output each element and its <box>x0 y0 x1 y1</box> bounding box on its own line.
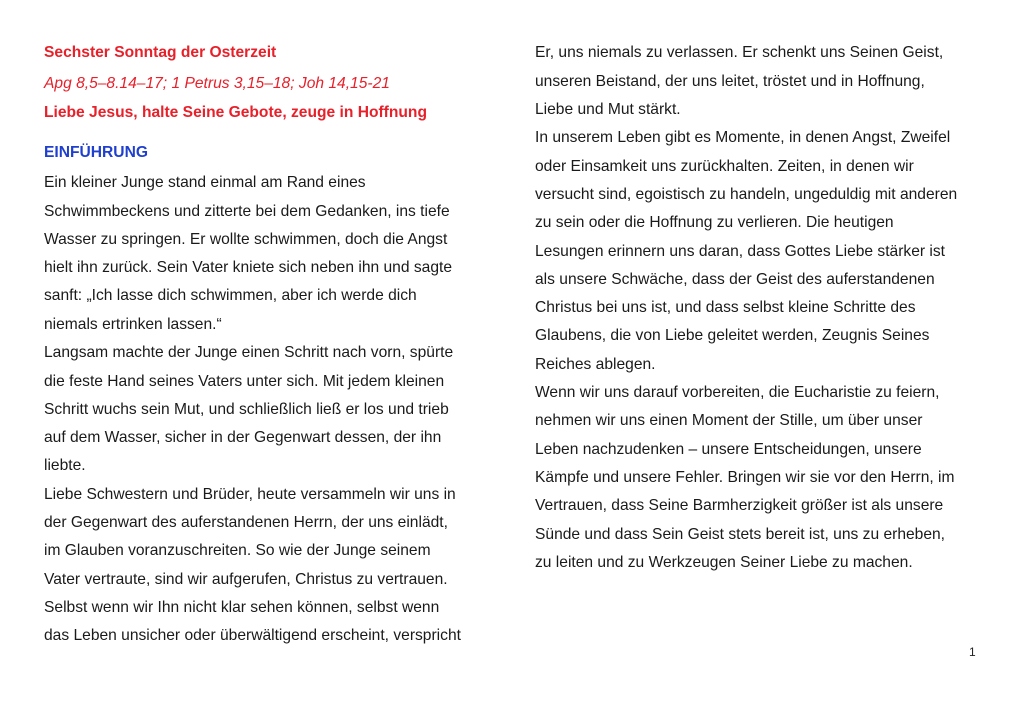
text-line: Er, uns niemals zu verlassen. Er schenkt uns Seinen Geist, <box>535 44 944 61</box>
text-line: Wasser zu springen. Er wollte schwimmen, doch die Angst <box>44 231 448 248</box>
text-line: zu leiten und zu Werkzeugen Seiner Liebe zu machen. <box>535 554 913 571</box>
text-line: Schritt wuchs sein Mut, und schließlich ließ er los und trieb <box>44 401 449 418</box>
text-line: hielt ihn zurück. Sein Vater kniete sich neben ihn und sagte <box>44 259 453 276</box>
text-line: der Gegenwart des auferstandenen Herrn, der uns einlädt, <box>44 514 448 531</box>
text-line: Reiches ablegen. <box>535 356 656 373</box>
text-line: auf dem Wasser, sicher in der Gegenwart dessen, der ihn <box>44 429 442 446</box>
text-line: das Leben unsicher oder überwältigend erscheint, verspricht <box>44 627 461 644</box>
page-title: Sechster Sonntag der Osterzeit <box>44 44 277 61</box>
text-line: Vertrauen, dass Seine Barmherzigkeit größer ist als unsere <box>535 497 944 514</box>
text-line: Lesungen erinnern uns daran, dass Gottes Liebe stärker ist <box>535 243 946 260</box>
text-line: oder Einsamkeit uns zurückhalten. Zeiten, in denen wir <box>535 158 914 175</box>
text-line: nehmen wir uns einen Moment der Stille, um über unser <box>535 412 923 429</box>
text-line: die feste Hand seines Vaters unter sich. Mit jedem kleinen <box>44 373 445 390</box>
text-line: im Glauben voranzuschreiten. So wie der Junge seinem <box>44 542 431 559</box>
text-line: Kämpfe und unsere Fehler. Bringen wir sie vor den Herrn, im <box>535 469 955 486</box>
section-heading: EINFÜHRUNG <box>44 144 148 161</box>
text-line: Schwimmbeckens und zitterte bei dem Gedanken, ins tiefe <box>44 203 450 220</box>
text-line: unseren Beistand, der uns leitet, tröstet und in Hoffnung, <box>535 73 925 90</box>
page-number: 1 <box>969 645 976 659</box>
text-line: Selbst wenn wir Ihn nicht klar sehen können, selbst wenn <box>44 599 440 616</box>
text-line: sanft: „Ich lasse dich schwimmen, aber ich werde dich <box>44 287 417 304</box>
text-line: als unsere Schwäche, dass der Geist des auferstandenen <box>535 271 935 288</box>
text-line: Sünde und dass Sein Geist stets bereit ist, uns zu erheben, <box>535 526 946 543</box>
text-line: Liebe Schwestern und Brüder, heute versammeln wir uns in <box>44 486 456 503</box>
text-line: Ein kleiner Junge stand einmal am Rand eines <box>44 174 366 191</box>
text-line: zu sein oder die Hoffnung zu verlieren. Die heutigen <box>535 214 894 231</box>
text-line: Langsam machte der Junge einen Schritt nach vorn, spürte <box>44 344 454 361</box>
text-line: liebte. <box>44 457 86 474</box>
text-line: In unserem Leben gibt es Momente, in denen Angst, Zweifel <box>535 129 951 146</box>
text-line: Liebe und Mut stärkt. <box>535 101 681 118</box>
text-line: Leben nachzudenken – unsere Entscheidungen, unsere <box>535 441 922 458</box>
text-line: Vater vertraute, sind wir aufgerufen, Christus zu vertrauen. <box>44 571 448 588</box>
text-line: versucht sind, egoistisch zu handeln, ungeduldig mit anderen <box>535 186 958 203</box>
text-line: niemals ertrinken lassen.“ <box>44 316 222 333</box>
reading-references: Apg 8,5–8.14–17; 1 Petrus 3,15–18; Joh 14,15-21 <box>44 75 390 92</box>
text-line: Wenn wir uns darauf vorbereiten, die Eucharistie zu feiern, <box>535 384 940 401</box>
page-subtitle: Liebe Jesus, halte Seine Gebote, zeuge in Hoffnung <box>44 104 427 121</box>
text-line: Glaubens, die von Liebe geleitet werden, Zeugnis Seines <box>535 327 930 344</box>
text-line: Christus bei uns ist, und dass selbst kleine Schritte des <box>535 299 916 316</box>
